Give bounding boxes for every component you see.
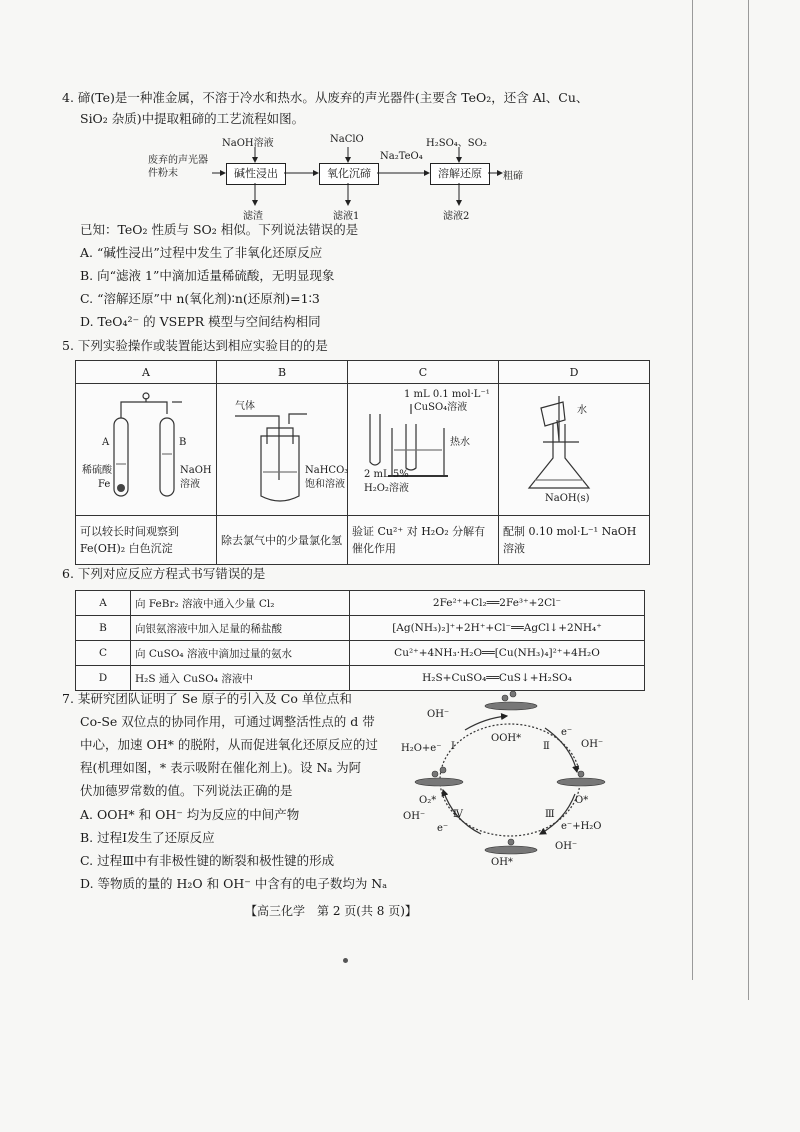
flow-source: 废弃的声光器件粉末 (148, 155, 208, 179)
q7-option-c: C. 过程Ⅲ中有非极性键的断裂和极性键的形成 (80, 853, 335, 868)
cycle-oh-top-left: OH⁻ (427, 709, 450, 720)
flow-reagent-naclo: NaClO (330, 134, 364, 145)
q5-apparatus-b (217, 384, 348, 516)
q6-desc: 向 FeBr₂ 溶液中通入少量 Cl₂ (131, 591, 350, 616)
q6-label: C (76, 641, 131, 666)
q6-row (76, 666, 645, 691)
q6-row (76, 591, 645, 616)
q5-purpose-d: 配制 0.10 mol·L⁻¹ NaOH 溶液 (499, 516, 650, 565)
q6-desc: 向 CuSO₄ 溶液中滴加过量的氨水 (131, 641, 350, 666)
q5-purpose-c: 验证 Cu²⁺ 对 H₂O₂ 分解有催化作用 (348, 516, 499, 565)
q6-equation: 2Fe²⁺+Cl₂══2Fe³⁺+2Cl⁻ (350, 591, 645, 616)
cycle-e-left: e⁻ (437, 823, 449, 834)
label-cuso4: CuSO₄溶液 (414, 402, 468, 413)
q7-option-b: B. 过程Ⅰ发生了还原反应 (80, 830, 215, 845)
q6-equation: H₂S+CuSO₄══CuS↓+H₂SO₄ (350, 666, 645, 691)
q5-purpose-a: 可以较长时间观察到 Fe(OH)₂ 白色沉淀 (76, 516, 217, 565)
flow-reagent-naoh: NaOH溶液 (222, 138, 274, 149)
scan-speck (343, 958, 348, 963)
q6-label: D (76, 666, 131, 691)
q6-label: B (76, 616, 131, 641)
label-h2o2-amount: 2 mL 5% (364, 469, 409, 480)
cycle-step-2: Ⅱ (543, 741, 550, 752)
q5-stem: 5. 下列实验操作或装置能达到相应实验目的的是 (62, 338, 328, 353)
label-cuso4-amount: 1 mL 0.1 mol·L⁻¹ (404, 389, 490, 400)
flow-step-oxidize-precipitate: 氧化沉碲 (319, 163, 379, 185)
label-gas: 气体 (235, 401, 255, 412)
q6-equation: Cu²⁺+4NH₃·H₂O══[Cu(NH₃)₄]²⁺+4H₂O (350, 641, 645, 666)
label-fe: Fe (98, 479, 111, 490)
cycle-o-star: O* (575, 795, 589, 806)
q5-apparatus-d (499, 384, 650, 516)
q4-stem-line1: 4. 碲(Te)是一种准金属，不溶于冷水和热水。从废弃的声光器件(主要含 TeO₂，还含 Al、Cu、 (62, 90, 589, 105)
q5-header-a: A (76, 361, 217, 384)
q5-header-b: B (217, 361, 348, 384)
q5-header-c: C (348, 361, 499, 384)
cycle-h2o-e: H₂O+e⁻ (401, 743, 442, 754)
q5-apparatus-a (76, 384, 217, 516)
flow-step-alkaline-leach: 碱性浸出 (226, 163, 286, 185)
q4-option-d: D. TeO₄²⁻ 的 VSEPR 模型与空间结构相同 (80, 314, 321, 329)
q6-table (75, 590, 645, 691)
label-saturated: 饱和溶液 (305, 479, 345, 490)
q6-desc: H₂S 通入 CuSO₄ 溶液中 (131, 666, 350, 691)
q4-known: 已知：TeO₂ 性质与 SO₂ 相似。下列说法错误的是 (80, 222, 359, 237)
q5-table (75, 360, 650, 565)
flow-filtrate-1: 滤液1 (333, 211, 360, 222)
q7-mechanism-diagram (395, 690, 615, 870)
flow-product: 粗碲 (503, 171, 523, 182)
cycle-oh-bottom: OH⁻ (555, 841, 578, 852)
q7-stem-line1: 7. 某研究团队证明了 Se 原子的引入及 Co 单位点和 (62, 691, 352, 706)
q6-row (76, 616, 645, 641)
cycle-e-right: e⁻ (561, 727, 573, 738)
cycle-oh-left: OH⁻ (403, 811, 426, 822)
flow-intermediate: Na₂TeO₄ (380, 151, 423, 162)
cycle-ooh-star: OOH* (491, 733, 522, 744)
cycle-oh-star: OH* (491, 857, 513, 868)
flow-reagent-h2so4-so2: H₂SO₄、SO₂ (426, 138, 487, 149)
q6-row (76, 641, 645, 666)
q6-stem: 6. 下列对应反应方程式书写错误的是 (62, 566, 266, 581)
flow-residue-1: 滤渣 (243, 211, 263, 222)
q6-label: A (76, 591, 131, 616)
label-h2o2: H₂O₂溶液 (364, 483, 409, 494)
flow-step-dissolve-reduce: 溶解还原 (430, 163, 490, 185)
cycle-step-4: Ⅳ (453, 809, 463, 820)
label-tube-b: B (179, 437, 187, 448)
q4-option-b: B. 向“滤液 1”中滴加适量稀硫酸，无明显现象 (80, 268, 335, 283)
cycle-oh-right: OH⁻ (581, 739, 604, 750)
cycle-o2-star: O₂* (419, 795, 437, 806)
q5-purpose-b: 除去氯气中的少量氯化氢 (217, 516, 348, 565)
q7-stem-line2: Co-Se 双位点的协同作用，可通过调整活性点的 d 带 (80, 714, 375, 729)
q4-option-c: C. “溶解还原”中 n(氧化剂)∶n(还原剂)=1∶3 (80, 291, 320, 306)
q7-stem-line5: 伏加德罗常数的值。下列说法正确的是 (80, 783, 293, 798)
flow-filtrate-2: 滤液2 (443, 211, 470, 222)
label-naoh-solid: NaOH(s) (545, 493, 590, 504)
q6-equation: [Ag(NH₃)₂]⁺+2H⁺+Cl⁻══AgCl↓+2NH₄⁺ (350, 616, 645, 641)
iron-pieces (117, 484, 125, 492)
q7-stem-line4: 程(机理如图，* 表示吸附在催化剂上)。设 Nₐ 为阿 (80, 760, 362, 775)
cycle-e-h2o: e⁻+H₂O (561, 821, 602, 832)
cycle-step-3: Ⅲ (545, 809, 555, 820)
q5-apparatus-c (348, 384, 499, 516)
label-solution: 溶液 (180, 479, 200, 490)
label-hot-water: 热水 (450, 437, 470, 448)
q6-desc: 向银氨溶液中加入足量的稀盐酸 (131, 616, 350, 641)
q5-header-d: D (499, 361, 650, 384)
q4-option-a: A. “碱性浸出”过程中发生了非氧化还原反应 (80, 245, 323, 260)
q7-option-d: D. 等物质的量的 H₂O 和 OH⁻ 中含有的电子数均为 Nₐ (80, 876, 388, 891)
label-tube-a: A (102, 437, 110, 448)
page-footer: 【高三化学 第 2 页(共 8 页)】 (245, 904, 417, 918)
label-dilute-h2so4: 稀硫酸 (82, 465, 112, 476)
apparatus-a-drawing (76, 384, 216, 512)
q7-stem-line3: 中心，加速 OH* 的脱附，从而促进氧化还原反应的过 (80, 737, 378, 752)
label-water: 水 (577, 405, 587, 416)
flow-arrows (0, 0, 800, 240)
label-naoh: NaOH (180, 465, 212, 476)
label-nahco3: NaHCO₃ (305, 465, 349, 476)
q4-stem-line2: SiO₂ 杂质)中提取粗碲的工艺流程如图。 (80, 111, 305, 126)
q7-option-a: A. OOH* 和 OH⁻ 均为反应的中间产物 (80, 807, 300, 822)
cycle-step-1: Ⅰ (451, 741, 455, 752)
